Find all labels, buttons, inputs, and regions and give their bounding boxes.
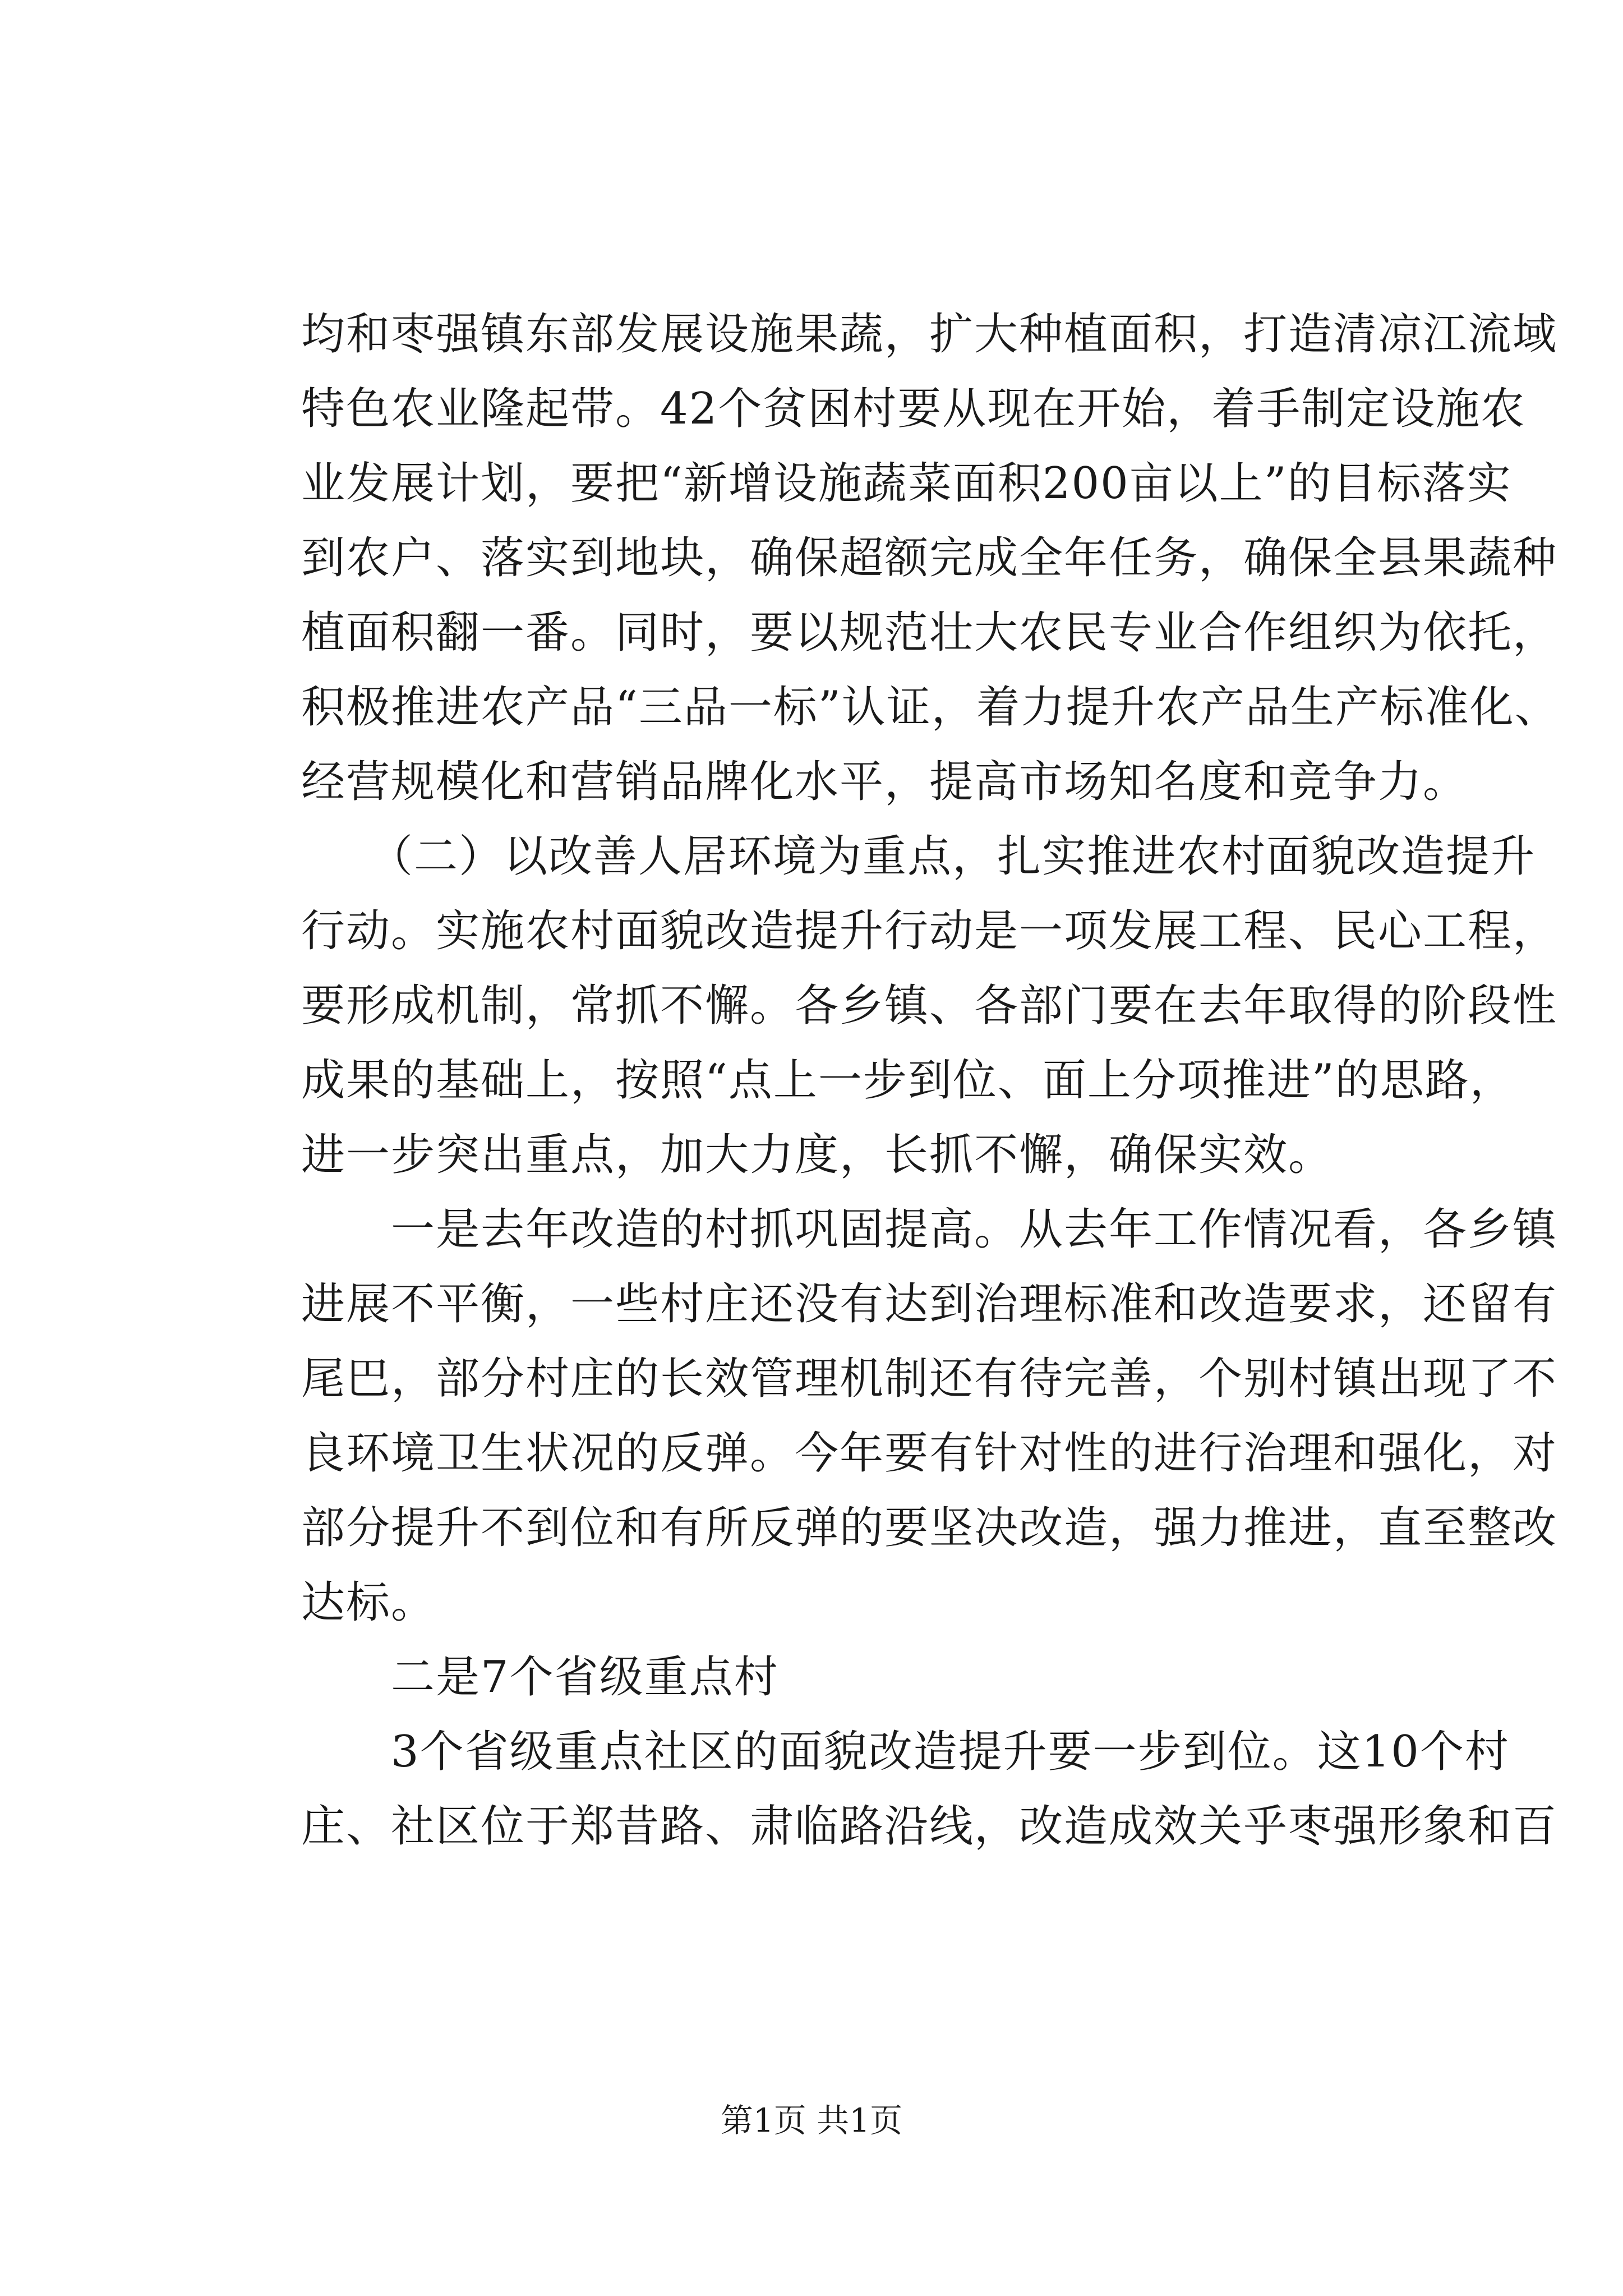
- text-line: 二是7个省级重点村: [301, 1652, 779, 1703]
- text-line: 要形成机制，常抓不懈。各乡镇、各部门要在去年取得的阶段性: [301, 981, 1558, 1031]
- text-line: 行动。实施农村面貌改造提升行动是一项发展工程、民心工程，: [301, 906, 1558, 956]
- text-line: （二）以改善人居环境为重点，扎实推进农村面貌改造提升: [301, 831, 1536, 882]
- text-line: 植面积翻一番。同时，要以规范壮大农民专业合作组织为依托，: [301, 608, 1558, 658]
- page-number-label: 第1页 共1页: [720, 2101, 903, 2139]
- text-line: 庄、社区位于郑昔路、肃临路沿线，改造成效关乎枣强形象和百: [301, 1801, 1558, 1852]
- text-line: 部分提升不到位和有所反弹的要坚决改造，强力推进，直至整改: [301, 1503, 1558, 1553]
- text-line: 均和枣强镇东部发展设施果蔬，扩大种植面积，打造清凉江流域: [301, 309, 1558, 360]
- text-line: 尾巴，部分村庄的长效管理机制还有待完善，个别村镇出现了不: [301, 1354, 1558, 1404]
- text-line: 一是去年改造的村抓巩固提高。从去年工作情况看，各乡镇: [301, 1204, 1558, 1255]
- text-line: 进展不平衡，一些村庄还没有达到治理标准和改造要求，还留有: [301, 1279, 1558, 1329]
- text-line: 达标。: [301, 1577, 436, 1628]
- text-line: 特色农业隆起带。42个贫困村要从现在开始，着手制定设施农: [301, 384, 1526, 434]
- text-line: 到农户、落实到地块，确保超额完成全年任务，确保全县果蔬种: [301, 533, 1558, 583]
- text-line: 成果的基础上，按照“点上一步到位、面上分项推进”的思路，: [301, 1055, 1515, 1106]
- text-line: 业发展计划，要把“新增设施蔬菜面积200亩以上”的目标落实: [301, 458, 1512, 509]
- text-line: 3个省级重点社区的面貌改造提升要一步到位。这10个村: [301, 1727, 1510, 1777]
- text-line: 良环境卫生状况的反弹。今年要有针对性的进行治理和强化，对: [301, 1428, 1558, 1479]
- document-body: [301, 297, 1560, 1864]
- text-line: 积极推进农产品“三品一标”认证，着力提升农产品生产标准化、: [301, 682, 1560, 733]
- page-footer: [0, 2098, 1623, 2143]
- text-line: 进一步突出重点，加大力度，长抓不懈，确保实效。: [301, 1130, 1334, 1180]
- text-line: 经营规模化和营销品牌化水平，提高市场知名度和竞争力。: [301, 757, 1468, 807]
